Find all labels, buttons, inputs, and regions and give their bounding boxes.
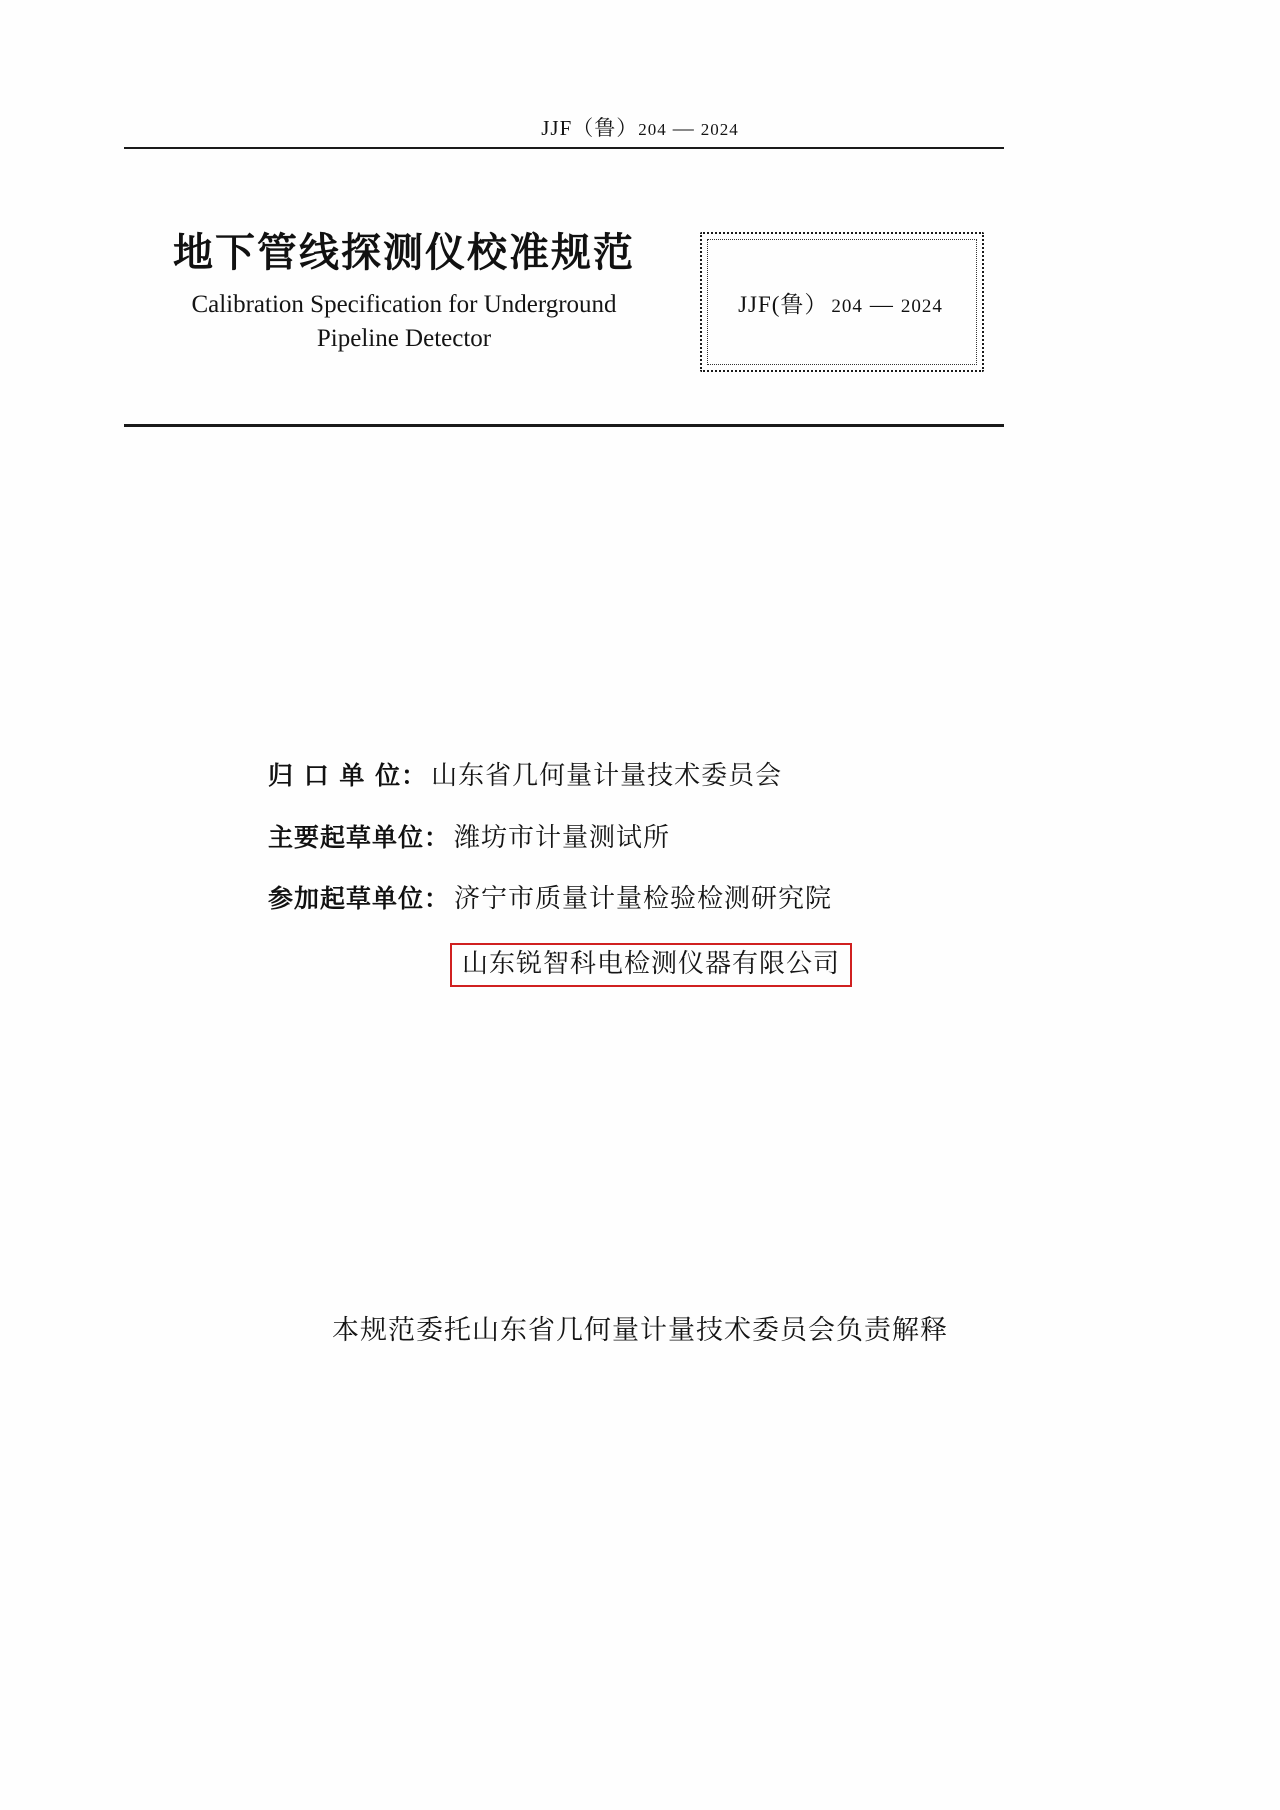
title-english-line-2: Pipeline Detector <box>316 324 492 352</box>
title-chinese: 地下管线探测仪校准规范 <box>173 230 635 276</box>
affiliation-row-main-drafter <box>268 820 1008 858</box>
specification-code-stamp <box>700 232 984 372</box>
affiliation-list <box>268 758 1008 1011</box>
affiliation-row-highlighted <box>450 943 1008 987</box>
running-header <box>0 112 1280 142</box>
stamp-prefix: JJF(鲁） <box>738 291 829 317</box>
header-divider-bottom <box>124 424 1004 427</box>
specification-code-stamp-inner <box>707 239 977 365</box>
header-divider-top <box>124 147 1004 149</box>
affiliation-label-participating-drafter: 参加起草单位： <box>268 884 451 914</box>
interpretation-note: 本规范委托山东省几何量计量技术委员会负责解释 <box>332 1315 948 1346</box>
affiliation-value-owner: 山东省几何量计量技术委员会 <box>431 761 783 791</box>
affiliation-row-owner <box>268 758 1008 796</box>
affiliation-label-main-drafter: 主要起草单位： <box>268 822 451 852</box>
affiliation-label-owner: 归 口 单 位： <box>268 761 428 790</box>
stamp-number: 204 <box>831 295 863 317</box>
header-code-number: 204 <box>638 120 667 139</box>
title-block <box>124 228 684 356</box>
header-code-prefix: JJF（鲁） <box>541 116 639 140</box>
stamp-separator: — <box>869 291 894 317</box>
header-code-year: 2024 <box>700 120 739 139</box>
affiliation-value-main-drafter: 潍坊市计量测试所 <box>454 822 671 853</box>
stamp-year: 2024 <box>900 295 943 317</box>
title-english <box>124 288 684 356</box>
header-code-separator: — <box>672 116 695 140</box>
affiliation-row-participating-drafter <box>268 881 1008 919</box>
specification-code-text <box>738 286 946 319</box>
affiliation-value-highlighted: 山东锐智科电检测仪器有限公司 <box>450 943 852 987</box>
title-english-line-1: Calibration Specification for Underground <box>191 291 617 318</box>
affiliation-value-participating-drafter: 济宁市质量计量检验检测研究院 <box>454 884 833 915</box>
